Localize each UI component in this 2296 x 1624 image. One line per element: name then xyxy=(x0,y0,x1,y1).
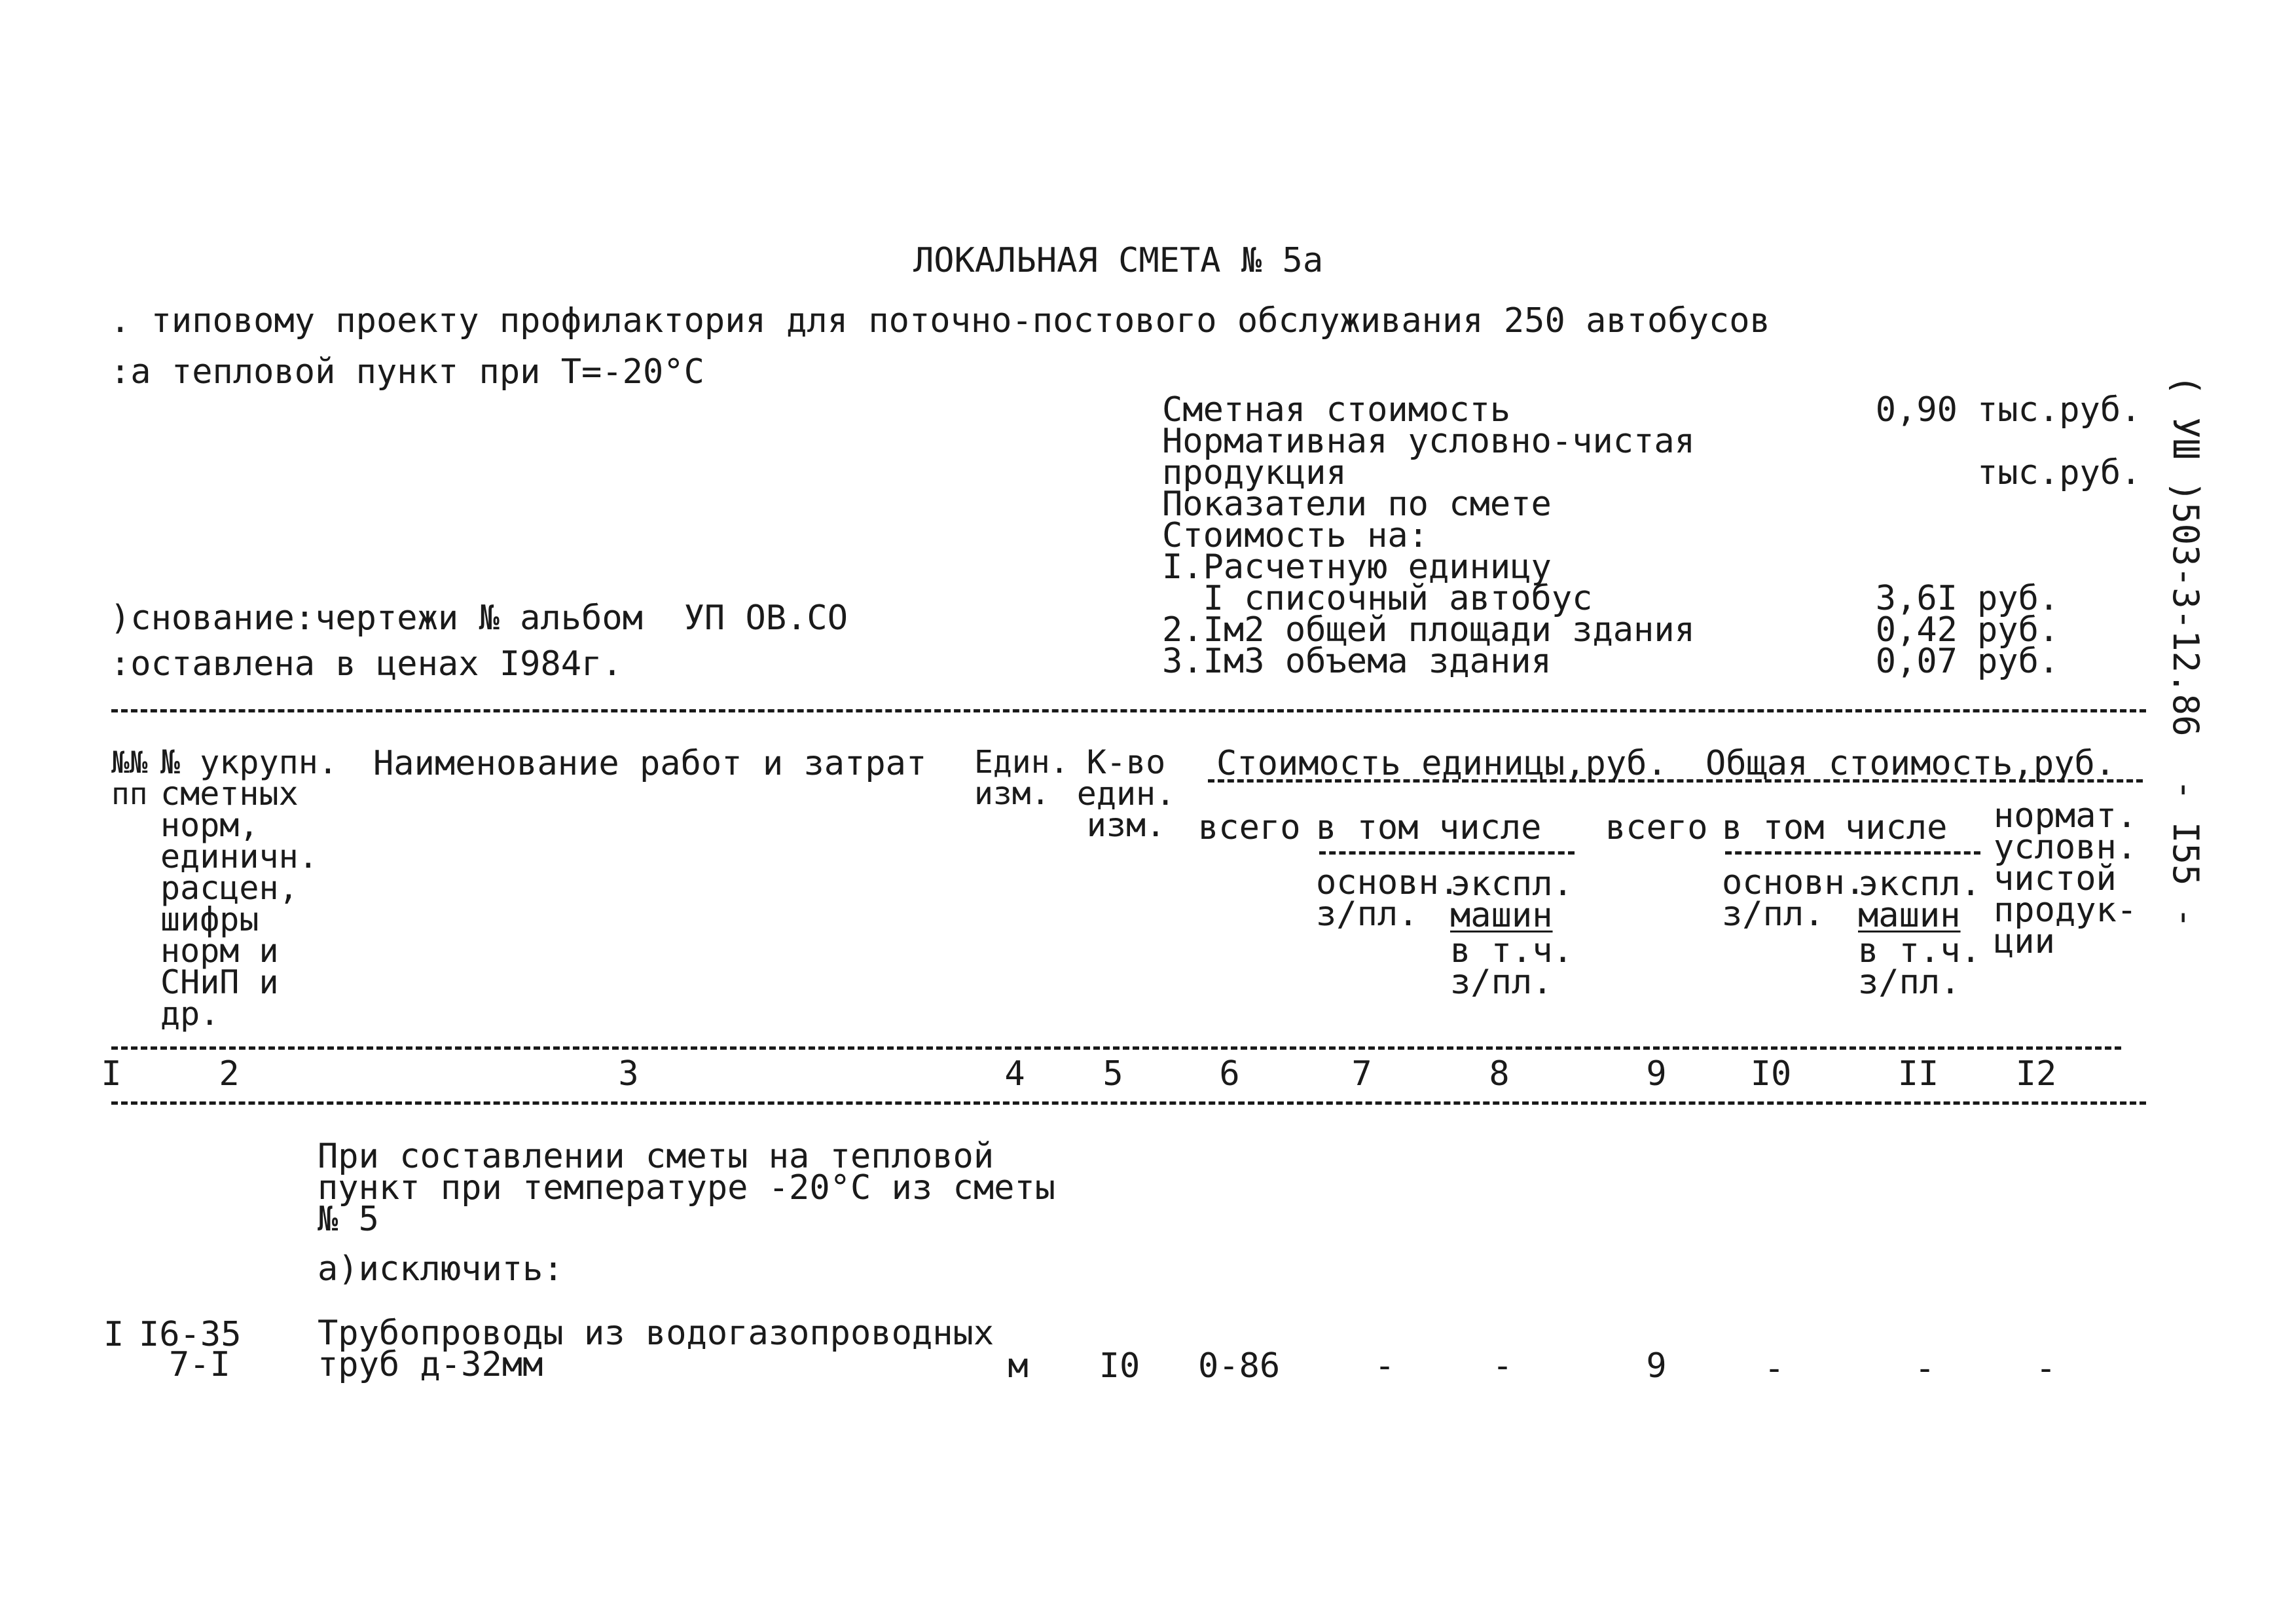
header-incl-a: в том числе xyxy=(1316,808,1542,847)
summary-unit: руб. xyxy=(1977,579,2060,618)
column-number: 9 xyxy=(1646,1054,1667,1094)
project-description: . типовому проекту профилактория для поточно-постового обслуживания 250 автобусов xyxy=(110,301,1770,341)
table-header-separator xyxy=(111,1046,2121,1050)
column-number: 8 xyxy=(1489,1054,1510,1094)
row-total-wage: - xyxy=(1764,1349,1785,1388)
row-total: 9 xyxy=(1646,1346,1667,1386)
basis-prices: :оставлена в ценах I984г. xyxy=(110,644,623,684)
header-pp: №№ пп xyxy=(111,745,148,811)
header-unit-machine-wage: в т.ч. з/пл. xyxy=(1450,931,1573,1002)
summary-value: 0,42 xyxy=(1875,610,1958,650)
header-unit-cost: Стоимость единицы,руб. xyxy=(1216,744,1667,783)
incl-separator-a xyxy=(1319,851,1575,855)
header-unit: Един. изм. xyxy=(974,744,1069,812)
column-number: I0 xyxy=(1750,1054,1792,1094)
summary-label: I.Расчетную единицу xyxy=(1162,547,1552,587)
column-number: 3 xyxy=(618,1054,639,1094)
summary-unit: тыс.руб. xyxy=(1977,390,2141,430)
header-unit-machine: экспл. xyxy=(1450,864,1573,904)
summary-value: 3,6I xyxy=(1875,579,1958,618)
summary-label: продукция xyxy=(1162,453,1347,492)
header-incl-b: в том числе xyxy=(1722,808,1948,847)
row-total-net: - xyxy=(2035,1349,2056,1388)
row-pp: I xyxy=(103,1315,124,1354)
estimate-note: При составлении сметы на тепловой пункт при температуре -20°С из сметы № 5 xyxy=(318,1137,1056,1239)
header-total: всего xyxy=(1605,808,1708,847)
header-total-cost: Общая стоимость,руб. xyxy=(1705,744,2116,783)
header-work-name: Наименование работ и затрат xyxy=(373,744,927,783)
summary-label: Стоимость на: xyxy=(1162,516,1429,555)
basis-drawings: )снование:чертежи № альбом УП ОВ.СО xyxy=(110,599,848,638)
document-title: ЛОКАЛЬНАЯ СМЕТА № 5а xyxy=(913,241,1324,280)
row-unit-machine: - xyxy=(1492,1346,1513,1386)
header-separator xyxy=(111,709,2146,712)
header-net-output: нормат. условн. чистой продук- ции xyxy=(1994,796,2138,961)
incl-separator-b xyxy=(1725,851,1980,855)
row-code: 7-I xyxy=(169,1345,230,1384)
header-total-machine-wage: в т.ч. з/пл. xyxy=(1858,931,1981,1002)
header-total-machine: машин xyxy=(1858,896,1961,935)
row-unit: м xyxy=(1008,1346,1029,1386)
summary-unit: тыс.руб. xyxy=(1977,453,2141,492)
summary-unit: руб. xyxy=(1977,610,2060,650)
column-number: II xyxy=(1897,1054,1939,1094)
row-quantity: I0 xyxy=(1099,1346,1140,1386)
summary-label: Показатели по смете xyxy=(1162,485,1552,524)
summary-unit: руб. xyxy=(1977,642,2060,681)
column-number: 5 xyxy=(1102,1054,1123,1094)
row-unit-wage: - xyxy=(1374,1346,1395,1386)
summary-value: 0,90 xyxy=(1875,390,1958,430)
summary-label: I списочный автобус xyxy=(1162,579,1593,618)
column-number: I2 xyxy=(2015,1054,2057,1094)
row-work-name: Трубопроводы из водогазопроводных труб д-32мм xyxy=(318,1314,994,1384)
summary-label: Нормативная условно-чистая xyxy=(1162,422,1695,461)
page-number-side-label: - I55 - xyxy=(2165,779,2206,929)
summary-label: Сметная стоимость xyxy=(1162,390,1511,430)
summary-value: 0,07 xyxy=(1875,642,1958,681)
estimate-subject: :а тепловой пункт при Т=-20°С xyxy=(110,352,704,392)
summary-label: 3.Iм3 объема здания xyxy=(1162,642,1552,681)
row-unit-total: 0-86 xyxy=(1198,1346,1281,1386)
header-norm-code: № укрупн. сметных норм, единичн. расцен, шифры норм и СНиП и др. xyxy=(160,743,338,1033)
row-code: I6-35 xyxy=(139,1315,242,1354)
column-number: 6 xyxy=(1219,1054,1240,1094)
exclude-label: а)исключить: xyxy=(318,1249,564,1289)
summary-label: 2.Iм2 общей площади здания xyxy=(1162,610,1695,650)
column-numbers-separator xyxy=(111,1101,2146,1105)
header-unit-machine: машин xyxy=(1450,896,1553,935)
header-unit-wage: основн. з/пл. xyxy=(1316,863,1460,934)
header-total-machine: экспл. xyxy=(1858,864,1981,904)
row-total-machine: - xyxy=(1914,1349,1935,1388)
column-number: I xyxy=(101,1054,122,1094)
series-code-side-label: ( УШ )503-3-12.86 xyxy=(2165,375,2206,737)
header-total-wage: основн. з/пл. xyxy=(1722,863,1866,934)
header-quantity: К-во един. изм. xyxy=(1076,743,1176,844)
column-number: 2 xyxy=(219,1054,240,1094)
column-number: 4 xyxy=(1004,1054,1025,1094)
column-number: 7 xyxy=(1351,1054,1372,1094)
header-unit-total: всего xyxy=(1198,808,1301,847)
